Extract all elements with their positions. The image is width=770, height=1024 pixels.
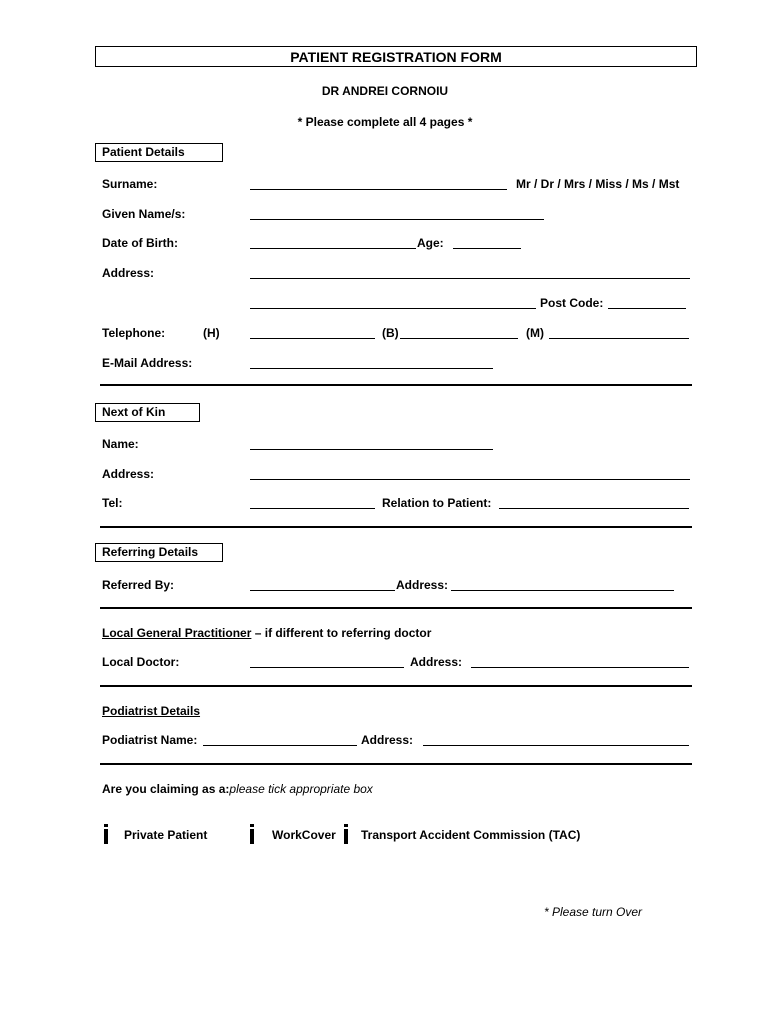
turn-over-note: * Please turn Over: [544, 905, 643, 919]
gp-address-field[interactable]: [471, 667, 689, 668]
tick-box-icon[interactable]: [104, 824, 108, 844]
claim-hint: please tick appropriate box: [229, 782, 373, 796]
home-phone-field[interactable]: [250, 338, 375, 339]
kin-name-field[interactable]: [250, 449, 493, 450]
option-tac: Transport Accident Commission (TAC): [361, 828, 581, 842]
email-field[interactable]: [250, 368, 493, 369]
gp-heading-note: – if different to referring doctor: [251, 626, 432, 640]
kin-tel-field[interactable]: [250, 508, 375, 509]
kin-tel-label: Tel:: [102, 496, 123, 510]
section-divider: [100, 763, 692, 765]
podiatrist-address-field[interactable]: [423, 745, 689, 746]
age-label: Age:: [417, 236, 444, 250]
telephone-label: Telephone:: [102, 326, 166, 340]
referrer-address-label: Address:: [396, 578, 449, 592]
home-phone-label: (H): [203, 326, 220, 340]
tick-box-icon[interactable]: [250, 824, 254, 844]
local-doctor-label: Local Doctor:: [102, 655, 180, 669]
address-label: Address:: [102, 266, 155, 280]
dob-field[interactable]: [250, 248, 416, 249]
section-divider: [100, 526, 692, 528]
given-names-label: Given Name/s:: [102, 207, 186, 221]
podiatrist-name-field[interactable]: [203, 745, 357, 746]
podiatrist-heading: Podiatrist Details: [102, 704, 201, 718]
relation-field[interactable]: [499, 508, 689, 509]
kin-address-label: Address:: [102, 467, 155, 481]
claim-question: [102, 782, 373, 796]
business-phone-label: (B): [382, 326, 399, 340]
section-divider: [100, 685, 692, 687]
relation-label: Relation to Patient:: [382, 496, 492, 510]
section-next-of-kin: Next of Kin: [95, 403, 200, 422]
tick-box-icon[interactable]: [344, 824, 348, 844]
surname-field[interactable]: [250, 189, 507, 190]
gp-address-label: Address:: [410, 655, 463, 669]
postcode-label: Post Code:: [540, 296, 604, 310]
surname-label: Surname:: [102, 177, 158, 191]
address-field-line2[interactable]: [250, 308, 536, 309]
podiatrist-address-label: Address:: [361, 733, 414, 747]
given-names-field[interactable]: [250, 219, 544, 220]
address-field-line1[interactable]: [250, 278, 690, 279]
instruction-text: * Please complete all 4 pages *: [297, 115, 473, 129]
podiatrist-name-label: Podiatrist Name:: [102, 733, 198, 747]
kin-name-label: Name:: [102, 437, 139, 451]
postcode-field[interactable]: [608, 308, 686, 309]
section-patient-details: Patient Details: [95, 143, 223, 162]
kin-address-field[interactable]: [250, 479, 690, 480]
claim-question-text: Are you claiming as a:: [102, 782, 230, 796]
section-referring-details: Referring Details: [95, 543, 223, 562]
salutation-options[interactable]: Mr / Dr / Mrs / Miss / Ms / Mst: [516, 177, 680, 191]
business-phone-field[interactable]: [400, 338, 518, 339]
option-private-patient: Private Patient: [124, 828, 208, 842]
gp-heading: [102, 626, 431, 640]
gp-heading-title: Local General Practitioner: [102, 626, 252, 640]
option-workcover: WorkCover: [272, 828, 336, 842]
section-divider: [100, 607, 692, 609]
referred-by-field[interactable]: [250, 590, 395, 591]
doctor-name: DR ANDREI CORNOIU: [321, 84, 449, 98]
mobile-phone-field[interactable]: [549, 338, 689, 339]
form-title: PATIENT REGISTRATION FORM: [95, 46, 697, 67]
section-divider: [100, 384, 692, 386]
referrer-address-field[interactable]: [451, 590, 674, 591]
local-doctor-field[interactable]: [250, 667, 404, 668]
mobile-phone-label: (M): [526, 326, 544, 340]
age-field[interactable]: [453, 248, 521, 249]
referred-by-label: Referred By:: [102, 578, 175, 592]
email-label: E-Mail Address:: [102, 356, 193, 370]
dob-label: Date of Birth:: [102, 236, 178, 250]
